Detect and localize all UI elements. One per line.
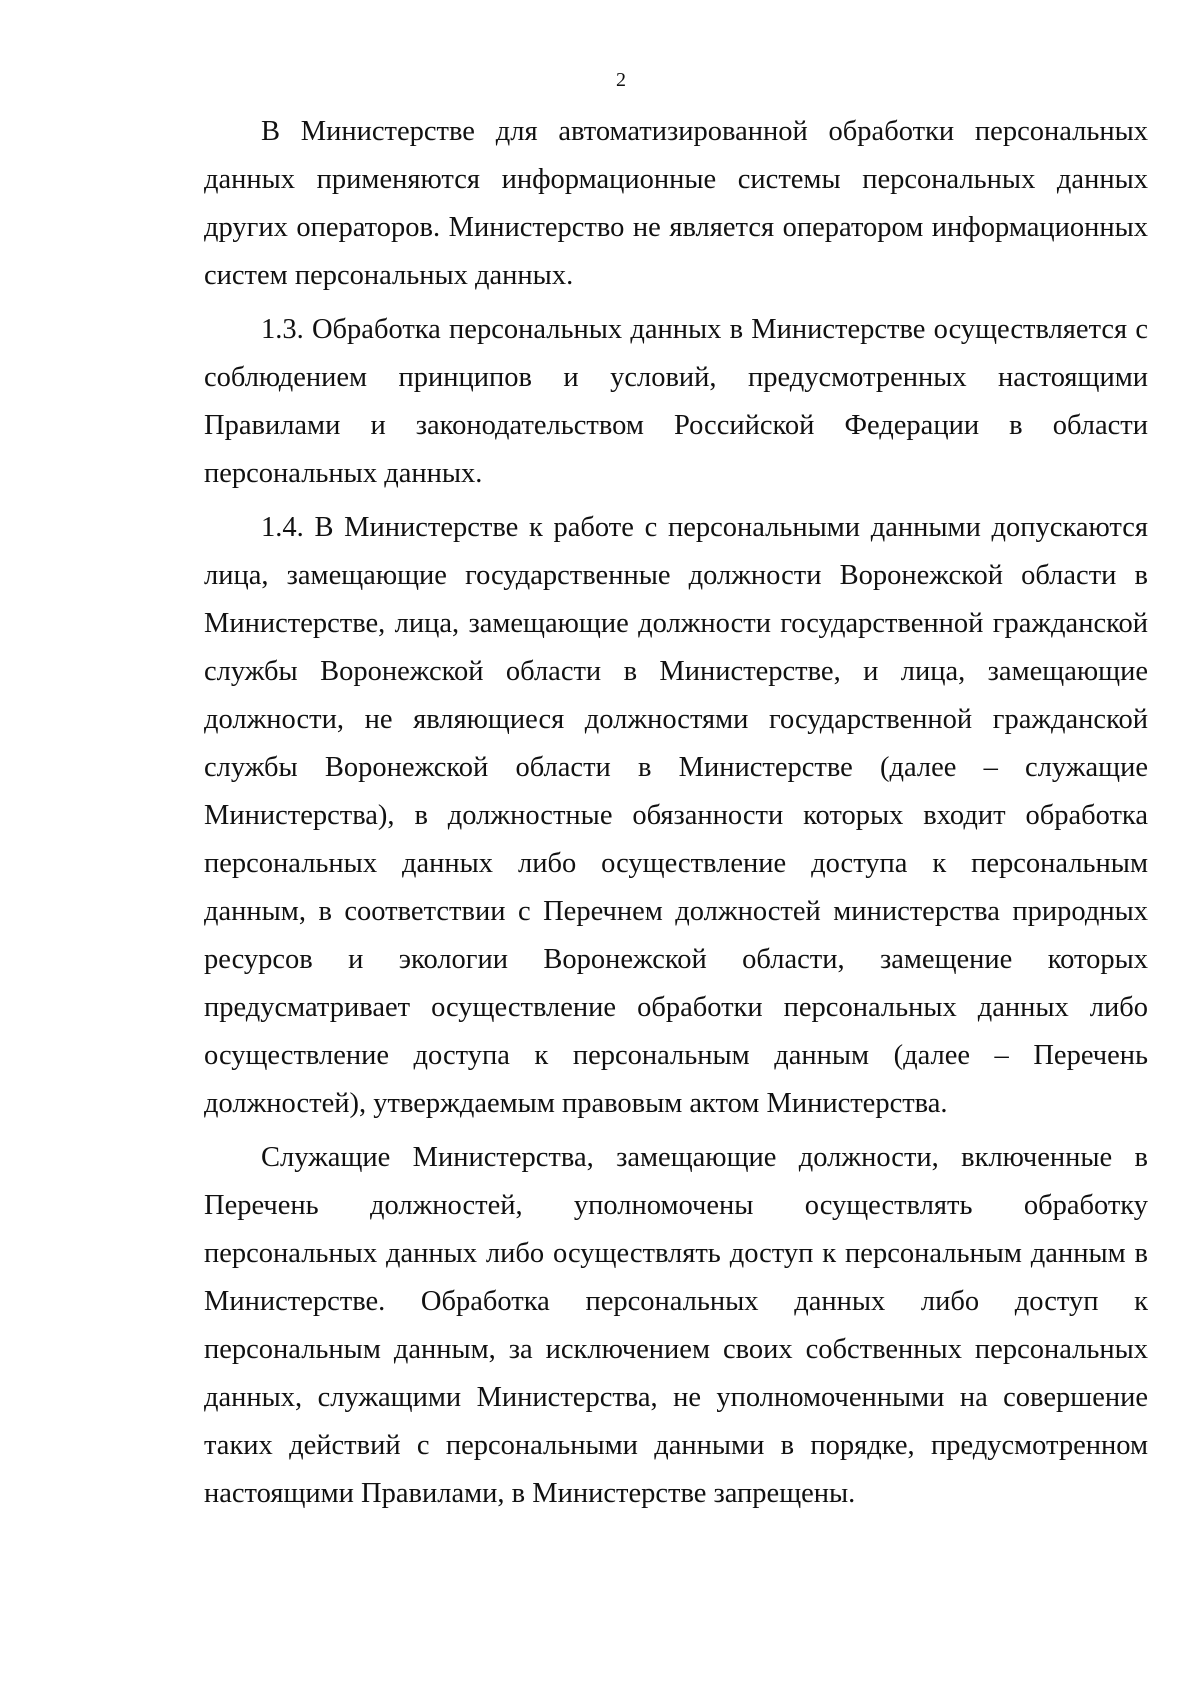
- paragraph-information-systems: В Министерстве для автоматизированной обработки персональных данных применяются информационные системы персональных данных других операторов. Министерство не является оператором информационных систем персональных данных.: [204, 116, 1148, 291]
- paragraph-authorized-employees: Служащие Министерства, замещающие должности, включенные в Перечень должностей, уполномочены осуществлять обработку персональных данных либо осуществлять доступ к персональным данным в Министерстве. Обработка персональных данных либо доступ к персональным данным, за исключением своих собственных персональных данных, служащими Министерства, не уполномоченными на совершение таких действий с персональными данными в порядке, предусмотренном настоящими Правилами, в Министерстве запрещены.: [204, 1142, 1148, 1509]
- paragraph-1-4: 1.4. В Министерстве к работе с персональными данными допускаются лица, замещающие государственные должности Воронежской области в Министерстве, лица, замещающие должности государственной гражданской службы Воронежской области в Министерстве, и лица, замещающие должности, не являющиеся должностями государственной гражданской службы Воронежской области в Министерстве (далее – служащие Министерства), в должностные обязанности которых входит обработка персональных данных либо осуществление доступа к персональным данным, в соответствии с Перечнем должностей министерства природных ресурсов и экологии Воронежской области, замещение которых предусматривает осуществление обработки персональных данных либо осуществление доступа к персональным данным (далее – Перечень должностей), утверждаемым правовым актом Министерства.: [204, 512, 1148, 1119]
- document-body: [204, 108, 1148, 1524]
- paragraph-1-3: 1.3. Обработка персональных данных в Министерстве осуществляется с соблюдением принципов и условий, предусмотренных настоящими Правилами и законодательством Российской Федерации в области персональных данных.: [204, 314, 1148, 489]
- page-number: 2: [616, 69, 626, 91]
